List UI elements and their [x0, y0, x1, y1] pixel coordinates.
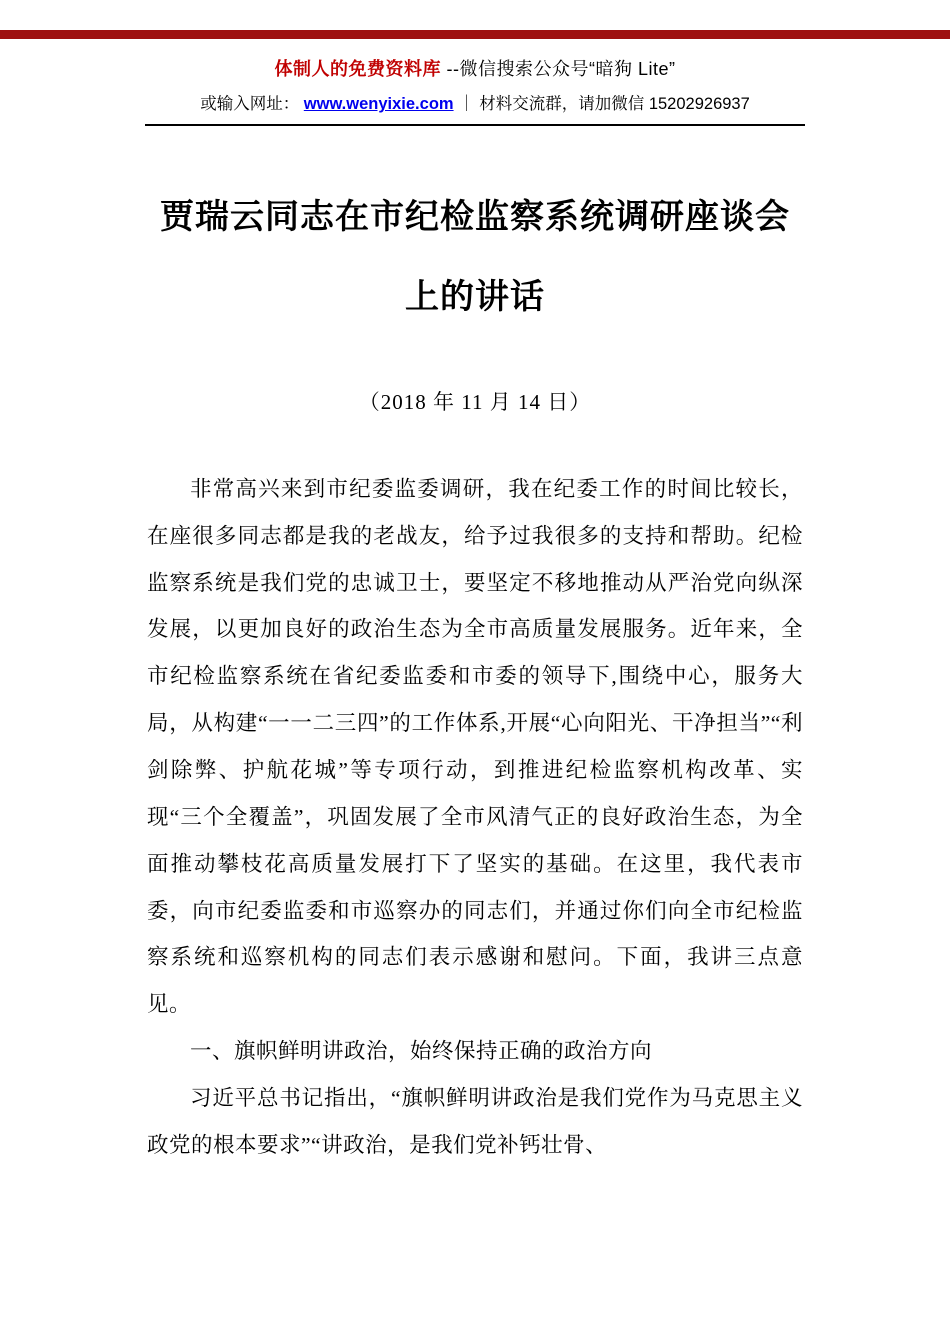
header-banner [0, 39, 950, 126]
paragraph-quote: 习近平总书记指出，“旗帜鲜明讲政治是我们党作为马克思主义政党的根本要求”“讲政治，是我们党补钙壮骨、 [147, 1085, 803, 1157]
banner-subtitle: --微信搜索公众号“暗狗 Lite” [441, 59, 676, 79]
header-line-2 [0, 90, 950, 114]
header-divider [145, 124, 805, 126]
paragraph-section-heading: 一、旗帜鲜明讲政治，始终保持正确的政治方向 [190, 1039, 653, 1064]
page-title-line2: 上的讲话 [405, 278, 545, 316]
page-title-line1: 贾瑞云同志在市纪检监察系统调研座谈会 [160, 199, 790, 236]
top-accent-bar [0, 30, 950, 39]
doc-body [147, 466, 803, 1169]
paragraph-intro: 非常高兴来到市纪委监委调研，我在纪委工作的时间比较长，在座很多同志都是我的老战友，给予过我很多的支持和帮助。纪检监察系统是我们党的忠诚卫士，要坚定不移地推动从严治党向纵深发展，以更加良好的政治生态为全市高质量发展服务。近年来，全市纪检监察系统在省纪委监委和市委的领导下,围绕中心，服务大局，从构建“一一二三四”的工作体系,开展“心向阳光、干净担当”“利剑除弊、护航花城”等专项行动，到推进纪检监察机构改革、实现“三个全覆盖”，巩固发展了全市风清气正的良好政治生态，为全面推动攀枝花高质量发展打下了坚实的基础。在这里，我代表市委，向市纪委监委和市巡察办的同志们，并通过你们向全市纪检监察系统和巡察机构的同志们表示感谢和慰问。下面，我讲三点意见。 [147, 476, 803, 1017]
document-content [0, 178, 950, 1169]
contact-info: ｜ 材料交流群，请加微信 15202926937 [453, 95, 750, 113]
address-prefix: 或输入网址： [200, 95, 304, 113]
website-link[interactable]: www.wenyixie.com [303, 95, 454, 113]
doc-date: （2018 年 11 月 14 日） [358, 389, 592, 414]
banner-title: 体制人的免费资料库 [274, 59, 441, 79]
page-title [147, 178, 803, 338]
header-line-1 [0, 55, 950, 81]
